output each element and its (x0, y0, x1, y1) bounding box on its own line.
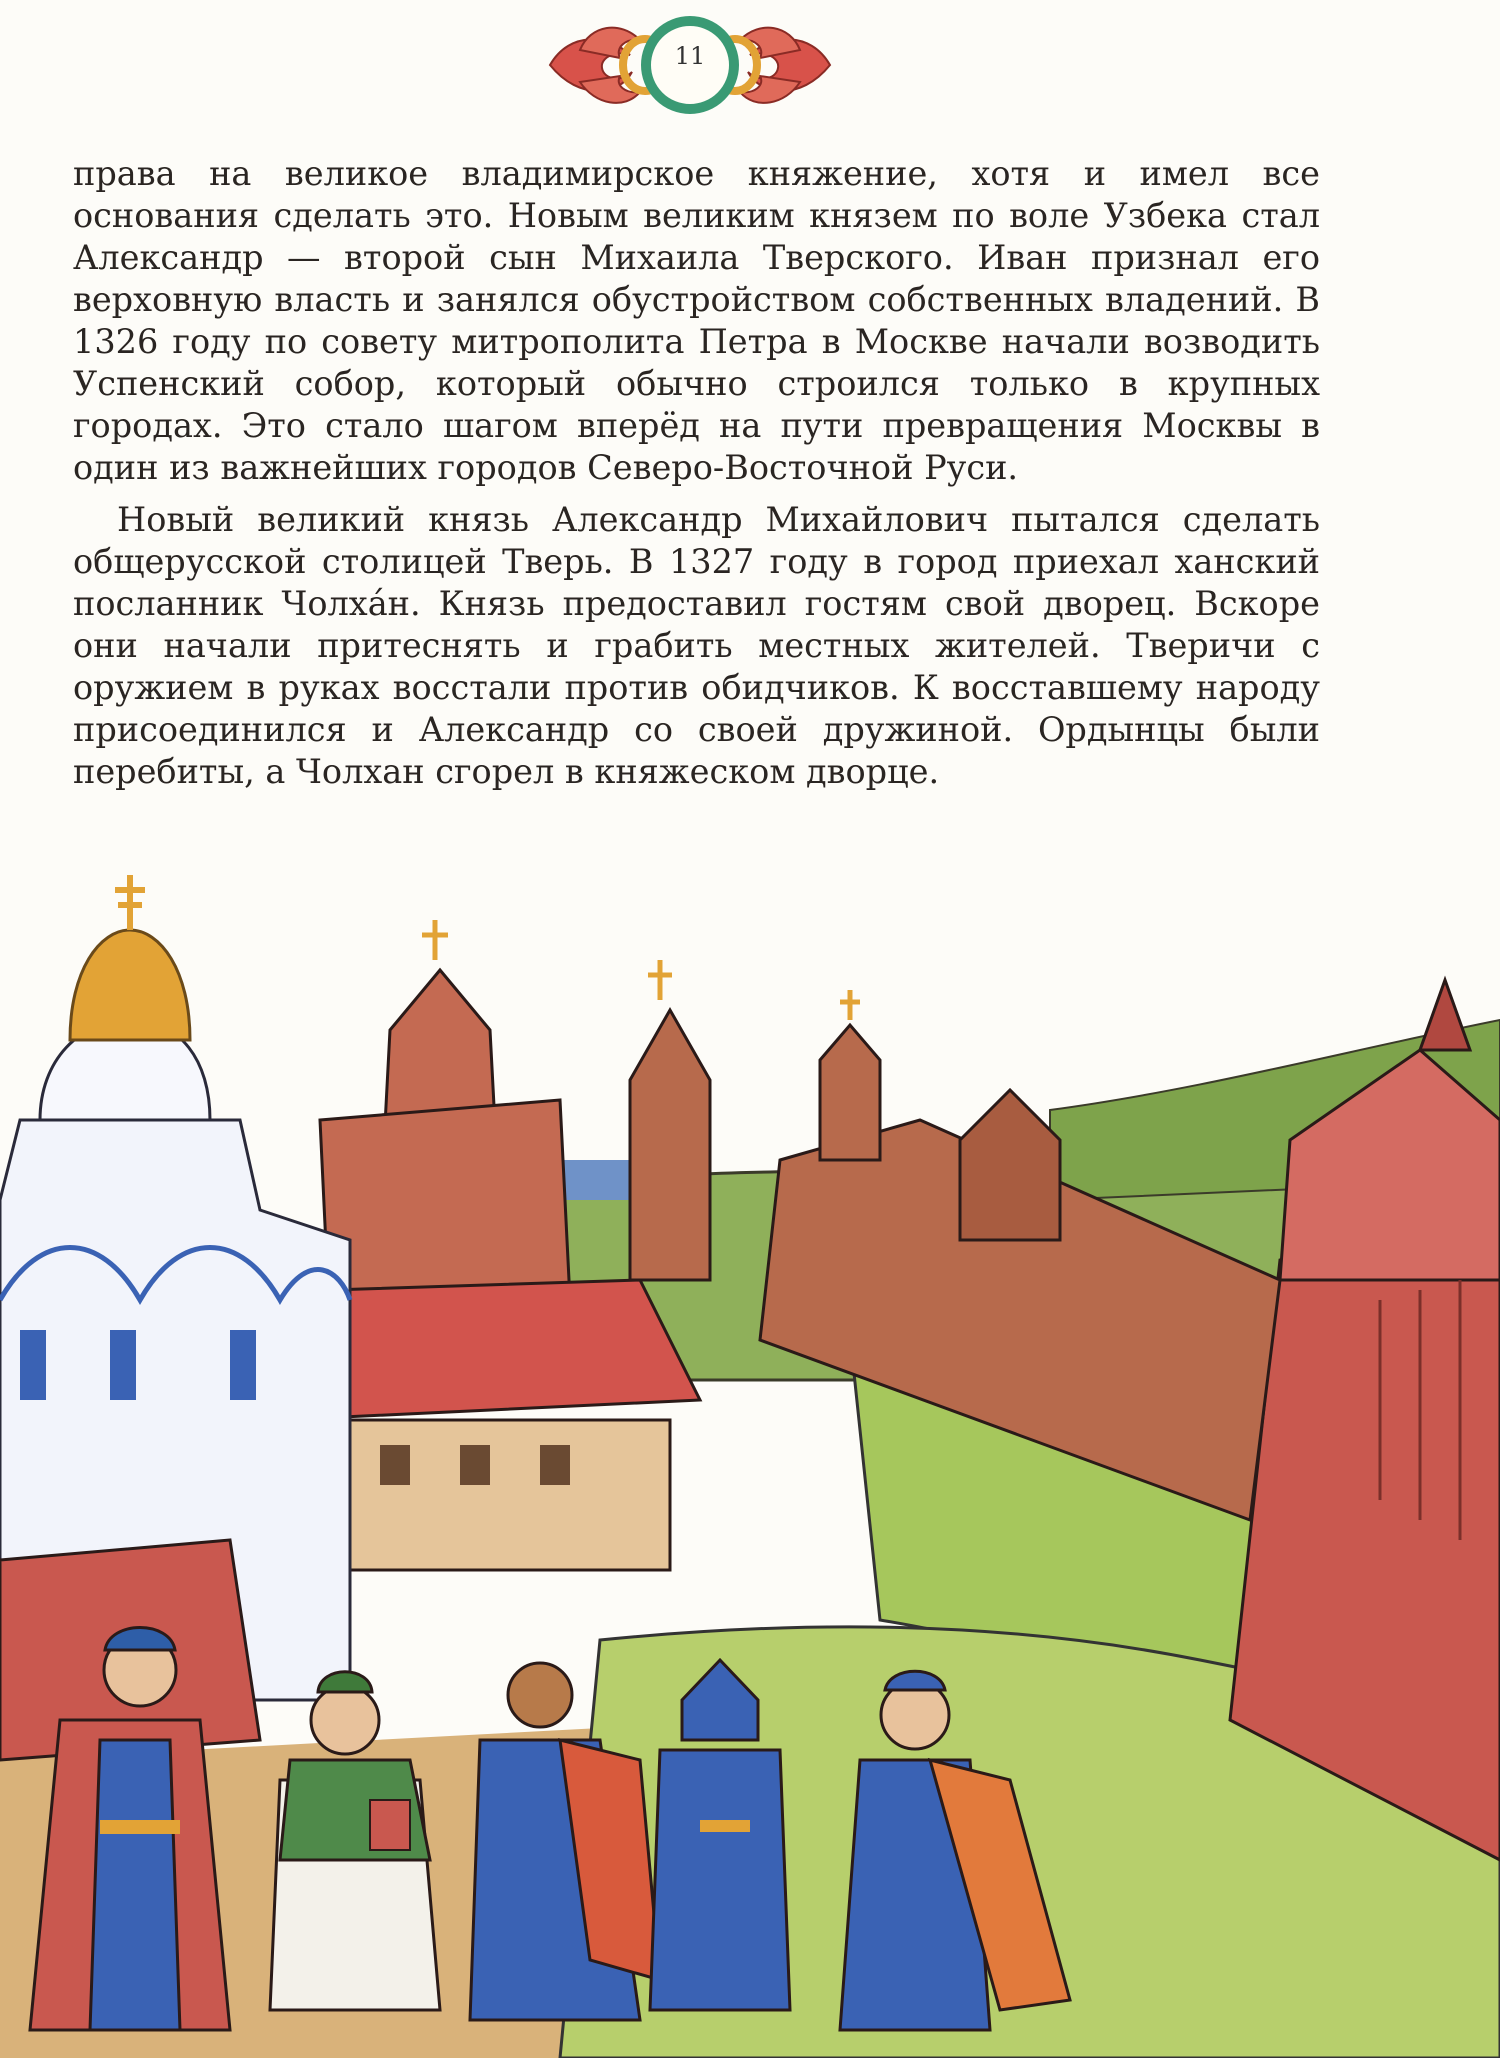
paragraph-2: Новый великий князь Александр Михайлович пытался сделать общерусской столицей Тверь. В 1327 году в город приехал ханский посланник Чолха́н. Князь предоставил гостям свой дворец. Вскоре они начали притеснять и грабить местных жителей. Тверичи с оружием в руках восстали против обидчиков. К восставшему народу присоединился и Александр со своей дружиной. Ордынцы были перебиты, а Чолхан сгорел в княжеском дворце. (73, 500, 1320, 791)
page-number: 11 (674, 42, 706, 70)
paragraph-1: права на великое владимирское княжение, хотя и имел все основания сделать это. Новым великим князем по воле Узбека стал Александр — второй сын Михаила Тверского. Иван признал его верховную власть и занялся обустройством собственных владений. В 1326 году по совету митрополита Петра в Москве начали возводить Успенский собор, который обычно строился только в крупных городах. Это стало шагом вперёд на пути превращения Москвы в один из важнейших городов Северо-Восточной Руси. (73, 154, 1320, 487)
body-text (73, 153, 1320, 793)
historical-illustration (0, 860, 1500, 2058)
